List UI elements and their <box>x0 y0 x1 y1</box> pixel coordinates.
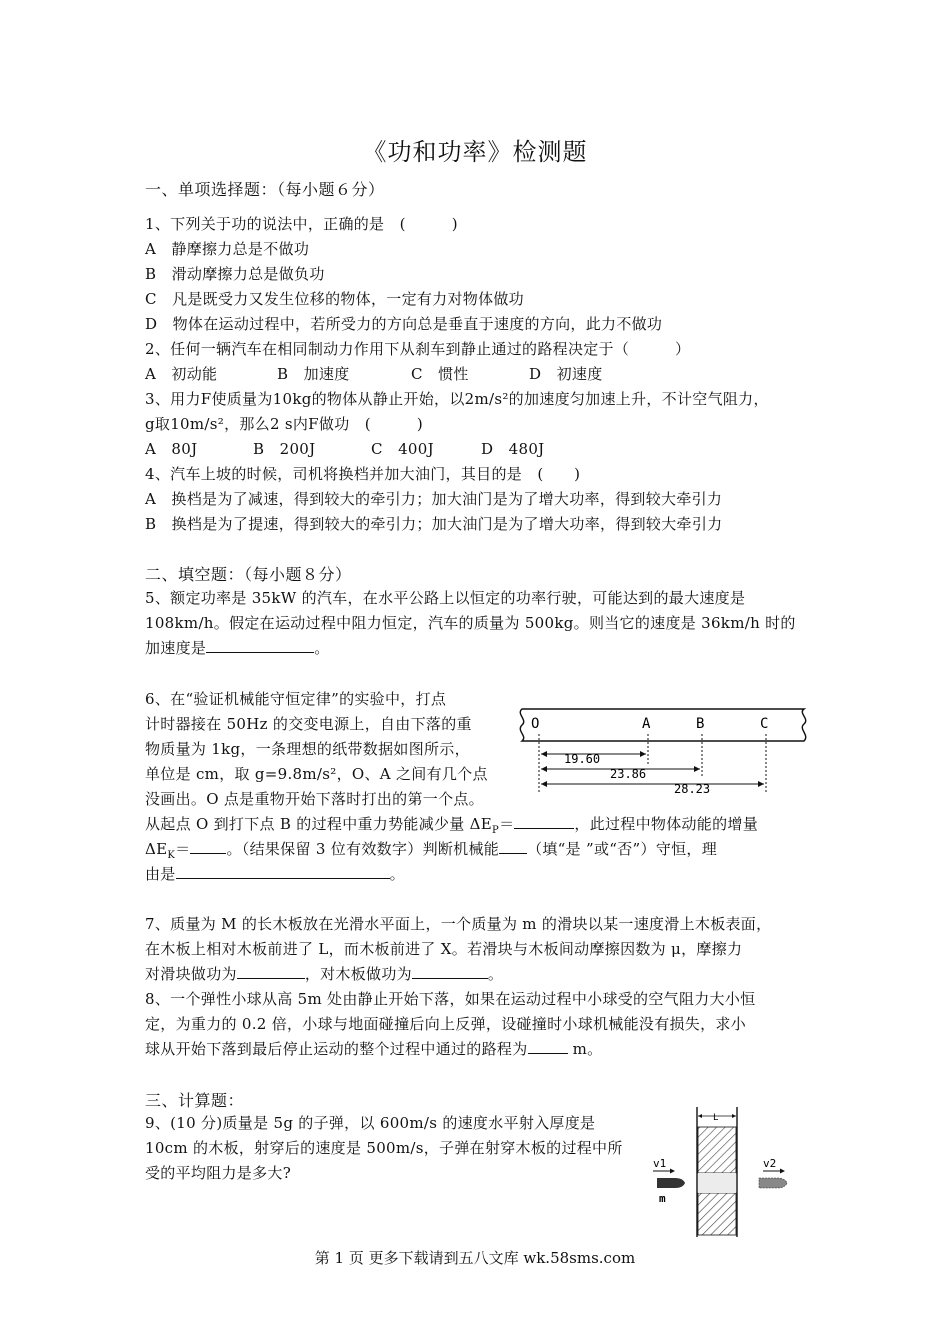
question-6-line6 <box>145 813 758 836</box>
question-5-line3 <box>145 637 330 658</box>
q6-sub-p: P <box>492 825 500 836</box>
question-8-line2: 定，为重力的 0.2 倍，小球与地面碰撞后向上反弹，设碰撞时小球机械能没有损失，求小 <box>145 1015 746 1033</box>
q4-option-a: A 换档是为了减速，得到较大的牵引力；加大油门是为了增大功率，得到较大牵引力 <box>145 490 723 508</box>
question-8-line3 <box>145 1038 602 1059</box>
distance-ob: 23.86 <box>610 767 647 781</box>
q6-blank-conserved <box>499 839 527 854</box>
q3-option-a: A 80J <box>145 440 198 458</box>
bullet-before <box>657 1178 685 1188</box>
bullet-board-figure <box>645 1105 795 1240</box>
question-9-line3: 受的平均阻力是多大? <box>145 1164 292 1182</box>
q6-text-reason: 由是 <box>145 865 176 883</box>
bullet-after <box>759 1178 787 1188</box>
board-lower-hatch <box>698 1193 736 1235</box>
question-7-line2: 在木板上相对木板前进了 L，而木板前进了 X。若滑块与木板间动摩擦因数为 μ，摩擦力 <box>145 940 743 958</box>
velocity-v1-arrowhead <box>670 1169 675 1174</box>
tape-point-o: O <box>531 716 540 732</box>
question-6-line2: 计时器接在 50Hz 的交变电源上，自由下落的重 <box>145 715 472 733</box>
question-4: 4、汽车上坡的时候，司机将换档并加大油门，其目的是 ( ) <box>145 465 581 483</box>
q6-text-result: 。（结果保留 3 位有效数字）判断机械能 <box>226 840 500 858</box>
q6-text-c: ，此过程中物体动能的增量 <box>574 815 758 833</box>
question-6-line4: 单位是 cm，取 g=9.8m/s²，O、A 之间有几个点 <box>145 765 488 783</box>
distance-oa: 19.60 <box>564 752 601 766</box>
question-7-line1: 7、质量为 M 的长木板放在光滑水平面上，一个质量为 m 的滑块以某一速度滑上木板表面， <box>145 915 772 933</box>
q8-blank-distance <box>528 1039 568 1054</box>
velocity-v1-label: v1 <box>653 1157 667 1170</box>
question-3-line1: 3、用力F使质量为10kg的物体从静止开始，以2m/s²的加速度匀加速上升，不计空气阻力， <box>145 390 769 408</box>
q7-text-a: 对滑块做功为 <box>145 965 237 983</box>
q7-text-c: 。 <box>487 965 504 983</box>
q6-equals-2: ＝ <box>175 840 191 858</box>
q6-text-a: 从起点 O 到打下点 B 的过程中重力势能减少量 ΔE <box>145 815 493 833</box>
q8-text-a: 球从开始下落到最后停止运动的整个过程中通过的路程为 <box>145 1040 528 1058</box>
question-6-line8 <box>145 863 405 884</box>
question-6-line5: 没画出。O 点是重物开始下落时打出的第一个点。 <box>145 790 484 808</box>
section3-heading: 三、计算题： <box>145 1091 245 1110</box>
velocity-v2-arrowhead <box>780 1169 785 1174</box>
q5-answer-blank <box>206 638 314 653</box>
q1-option-b: B 滑动摩擦力总是做负功 <box>145 265 325 283</box>
q1-option-d: D 物体在运动过程中，若所受力的方向总是垂直于速度的方向，此力不做功 <box>145 315 663 333</box>
q3-options <box>145 438 544 459</box>
section2-heading: 二、填空题：（每小题８分） <box>145 565 352 584</box>
q2-option-c: C 惯性 <box>411 365 469 383</box>
q6-blank-kinetic-energy <box>190 839 226 854</box>
q6-text-fill: （填“是 ”或“否”）守恒，理 <box>527 840 718 858</box>
question-2: 2、任何一辆汽车在相同制动力作用下从刹车到静止通过的路程决定于（ ） <box>145 340 691 358</box>
question-9-line2: 10cm 的木板，射穿后的速度是 500m/s，子弹在射穿木板的过程中所 <box>145 1139 623 1157</box>
q6-blank-potential-energy <box>514 814 574 829</box>
question-7-line3 <box>145 963 503 984</box>
q7-blank-board-work <box>412 964 488 979</box>
q1-option-a: A 静摩擦力总是不做功 <box>145 240 310 258</box>
tape-point-b: B <box>696 716 705 732</box>
board-bullet-path <box>698 1173 736 1193</box>
q6-equals-1: ＝ <box>499 815 515 833</box>
q3-option-b: B 200J <box>253 440 316 458</box>
question-5-line1: 5、额定功率是 35kW 的汽车，在水平公路上以恒定的功率行驶，可能达到的最大速度是 <box>145 589 746 607</box>
question-1: 1、下列关于功的说法中，正确的是 ( ) <box>145 215 458 233</box>
q6-blank-reason <box>176 864 390 879</box>
q5-text: 加速度是 <box>145 639 207 657</box>
q8-text-b: m。 <box>567 1040 603 1058</box>
q6-text-de: ΔE <box>145 840 168 858</box>
paper-tape-figure <box>508 700 813 796</box>
q3-option-c: C 400J <box>371 440 434 458</box>
q7-text-b: ，对木板做功为 <box>304 965 412 983</box>
q1-option-c: C 凡是既受力又发生位移的物体，一定有力对物体做功 <box>145 290 524 308</box>
question-6-line1: 6、在“验证机械能守恒定律”的实验中，打点 <box>145 690 447 708</box>
question-3-line2: g取10m/s²，那么2 s内F做功 ( ) <box>145 415 423 433</box>
tape-point-c: C <box>760 716 769 732</box>
question-8-line1: 8、一个弹性小球从高 5m 处由静止开始下落，如果在运动过程中小球受的空气阻力大小恒 <box>145 990 756 1008</box>
page-title: 《功和功率》检测题 <box>362 138 588 166</box>
q5-end: 。 <box>314 639 330 657</box>
distance-oc: 28.23 <box>674 782 711 796</box>
q7-blank-slider-work <box>237 964 305 979</box>
question-6-line3: 物质量为 1kg，一条理想的纸带数据如图所示， <box>145 740 470 758</box>
bullet-mass-label: m <box>659 1192 666 1205</box>
question-5-line2: 108km/h。假定在运动过程中阻力恒定，汽车的质量为 500kg。则当它的速度是 36km/h 时的 <box>145 614 796 632</box>
thickness-label: L <box>713 1113 719 1123</box>
section1-heading: 一、单项选择题：（每小题６分） <box>145 180 385 199</box>
q4-option-b: B 换档是为了提速，得到较大的牵引力；加大油门是为了增大功率，得到较大牵引力 <box>145 515 723 533</box>
q2-options <box>145 363 603 384</box>
question-6-line7 <box>145 838 717 861</box>
velocity-v2-label: v2 <box>763 1157 777 1170</box>
question-9-line1: 9、(10 分)质量是 5g 的子弹，以 600m/s 的速度水平射入厚度是 <box>145 1114 596 1132</box>
page-footer: 第 1 页 更多下载请到五八文库 wk.58sms.com <box>314 1249 636 1267</box>
q6-sub-k: K <box>167 850 176 861</box>
q2-option-a: A 初动能 <box>145 365 218 383</box>
tape-point-a: A <box>642 716 651 732</box>
q3-option-d: D 480J <box>481 440 545 458</box>
q2-option-d: D 初速度 <box>529 365 603 383</box>
board-upper-hatch <box>698 1127 736 1173</box>
q6-text-end: 。 <box>389 865 405 883</box>
q2-option-b: B 加速度 <box>277 365 350 383</box>
